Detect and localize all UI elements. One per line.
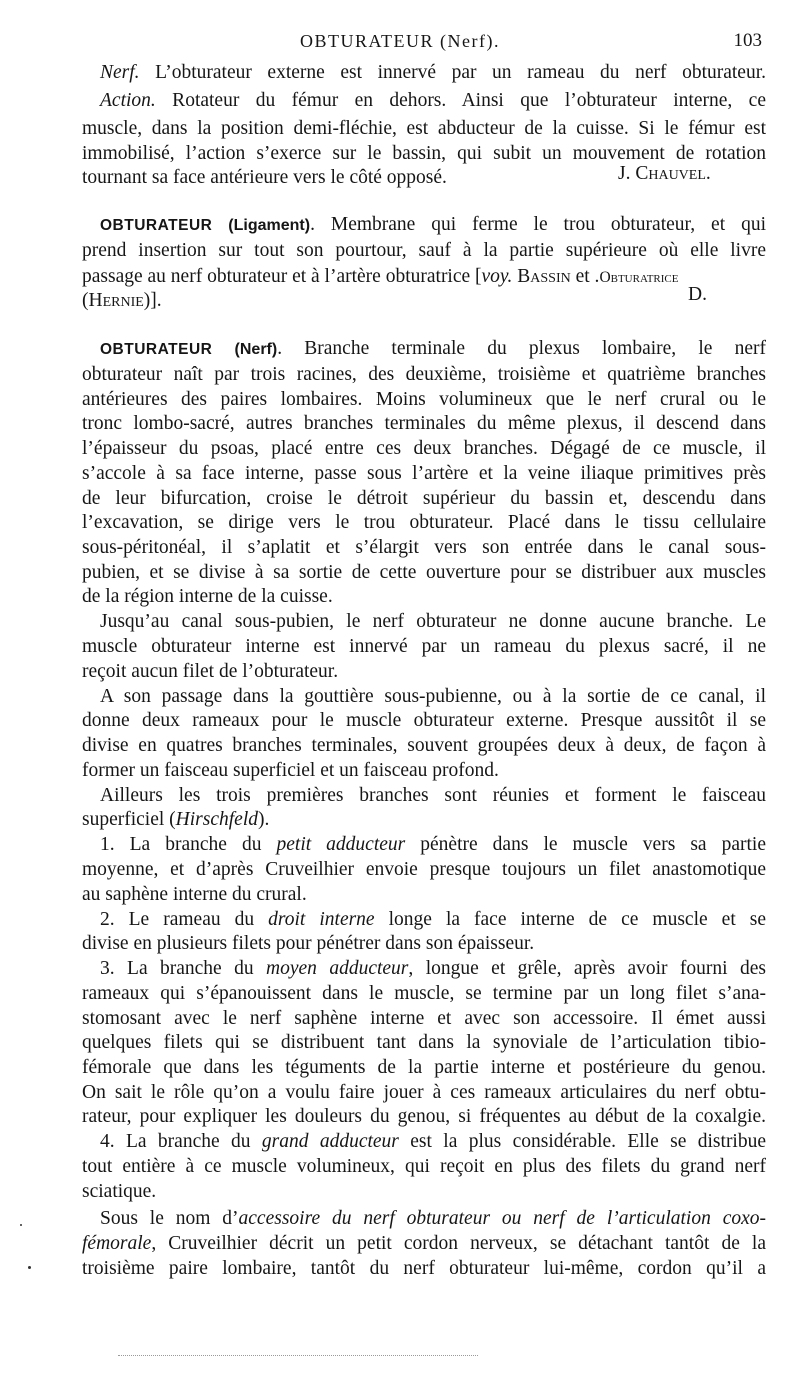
- text-line: s’accole à sa face interne, passe sous l’artère et la veine iliaque primitives près: [82, 463, 766, 484]
- text-line: donne deux rameaux pour le muscle obturateur externe. Presque aussitôt il se: [82, 710, 766, 731]
- text-line: immobilisé, l’action s’exerce sur le bassin, qui subit un mouvement de rotation: [82, 143, 766, 164]
- text-line: superficiel (Hirschfeld).: [82, 809, 270, 830]
- text-line: On sait le rôle qu’on a voulu faire jouer à ces rameaux articulaires du nerf obtu-: [82, 1082, 766, 1103]
- text-line: au saphène interne du crural.: [82, 884, 307, 905]
- text-line: moyenne, et d’après Cruveilhier envoie presque toujours un filet anastomotique: [82, 859, 766, 880]
- text-line: muscle, dans la position demi-fléchie, est abducteur de la cuisse. Si le fémur est: [82, 118, 766, 139]
- text-line: l’excavation, se dirige vers le trou obturateur. Placé dans le tissu cellulaire: [82, 512, 766, 533]
- entry-headword: OBTURATEUR: [100, 217, 213, 234]
- action-line: Action. Rotateur du fémur en dehors. Ainsi que l’obturateur interne, ce: [100, 90, 766, 111]
- text-line: obturateur naît par trois racines, des deuxième, troisième et quatrième branches: [82, 364, 766, 385]
- text-line: 1. La branche du petit adducteur pénètre dans le muscle vers sa partie: [100, 834, 766, 855]
- text-line: quelques filets qui se distribuent tant dans la synoviale de l’articulation tibio-: [82, 1032, 766, 1053]
- running-title: OBTURATEUR (Nerf).: [300, 31, 500, 51]
- nerf-entry-line: OBTURATEUR (Nerf). Branche terminale du plexus lombaire, le nerf: [100, 338, 767, 359]
- page-number: 103: [733, 30, 762, 51]
- text-line: antérieures des paires lombaires. Moins volumineux que le nerf crural ou le: [82, 389, 766, 410]
- text-line: tronc lombo-sacré, autres branches terminales du même plexus, il descend dans: [82, 413, 766, 434]
- text-line: tout entière à ce muscle volumineux, qui reçoit en plus des filets du grand nerf: [82, 1156, 766, 1177]
- text-line: rameaux qui s’épanouissent dans le muscle, se termine par un long filet s’ana-: [82, 983, 766, 1004]
- text-line: sciatique.: [82, 1181, 157, 1202]
- bleed-through-line: [118, 1355, 478, 1356]
- text-line: 3. La branche du moyen adducteur, longue et grêle, après avoir fourni des: [100, 958, 766, 979]
- nerf-line: Nerf. L’obturateur externe est innervé par un rameau du nerf obturateur.: [100, 62, 766, 83]
- text-line: stomosant avec le nerf saphène interne et avec son accessoire. Il émet aussi: [82, 1008, 766, 1029]
- entry-headword: OBTURATEUR: [100, 341, 213, 358]
- entry-subhead: (Nerf): [234, 341, 278, 358]
- text-line: pubien, et se divise à sa sortie de cette ouverture pour se distribuer aux muscles: [82, 562, 766, 583]
- action-label: Action.: [100, 90, 156, 111]
- text-line: Ailleurs les trois premières branches sont réunies et forment le faisceau: [100, 785, 766, 806]
- text-line: reçoit aucun filet de l’obturateur.: [82, 661, 339, 682]
- text-line: l’épaisseur du psoas, placé entre ces deux branches. Dégagé de ce muscle, il: [82, 438, 766, 459]
- text-line: (Hernie)].: [82, 290, 162, 311]
- ligament-entry-line: OBTURATEUR (Ligament). Membrane qui ferme le trou obturateur, et qui: [100, 214, 766, 235]
- text-line: fémorale que dans les téguments de la partie interne et postérieure du genou.: [82, 1057, 766, 1078]
- text-line: de leur bifurcation, croise le détroit supérieur du bassin et, descendu dans: [82, 488, 766, 509]
- text-line: fémorale, Cruveilhier décrit un petit cordon nerveux, se détachant tantôt de la: [82, 1233, 766, 1254]
- entry-subhead: (Ligament): [228, 217, 311, 234]
- text-line: Jusqu’au canal sous-pubien, le nerf obturateur ne donne aucune branche. Le: [100, 611, 766, 632]
- text-line: de la région interne de la cuisse.: [82, 586, 333, 607]
- text-line: muscle obturateur interne est innervé par un rameau du plexus sacré, il ne: [82, 636, 766, 657]
- text-line: 4. La branche du grand adducteur est la plus considérable. Elle se distribue: [100, 1131, 767, 1152]
- text-line: tournant sa face antérieure vers le côté opposé.: [82, 167, 447, 188]
- ink-speck: [28, 1266, 31, 1269]
- text-line: sous-péritonéal, il s’aplatit et s’élargit vers son entrée dans le canal sous-: [82, 537, 766, 558]
- author-signature: J. Chauvel.: [618, 163, 711, 184]
- ink-speck: [20, 1224, 22, 1226]
- cross-reference-line: passage au nerf obturateur et à l’artère obturatrice [voy. Bassin et .Obturatrice: [82, 266, 679, 287]
- author-signature: D.: [688, 284, 707, 305]
- nerf-label: Nerf.: [100, 62, 140, 83]
- text-line: A son passage dans la gouttière sous-pubienne, ou à la sortie de ce canal, il: [100, 686, 766, 707]
- text-line: divise en plusieurs filets pour pénétrer dans son épaisseur.: [82, 933, 535, 954]
- text-line: prend insertion sur tout son pourtour, sauf à la partie supérieure où elle livre: [82, 240, 766, 261]
- text-line: former un faisceau superficiel et un faisceau profond.: [82, 760, 499, 781]
- text-line: 2. Le rameau du droit interne longe la face interne de ce muscle et se: [100, 909, 766, 930]
- text-line: troisième paire lombaire, tantôt du nerf obturateur lui-même, cordon qu’il a: [82, 1258, 766, 1279]
- text-line: Sous le nom d’accessoire du nerf obturateur ou nerf de l’articulation coxo-: [100, 1208, 766, 1229]
- text-line: rateur, pour expliquer les douleurs du genou, si fréquentes au début de la coxalgie.: [82, 1106, 766, 1127]
- text-line: divise en quatres branches terminales, souvent groupées deux à deux, de façon à: [82, 735, 766, 756]
